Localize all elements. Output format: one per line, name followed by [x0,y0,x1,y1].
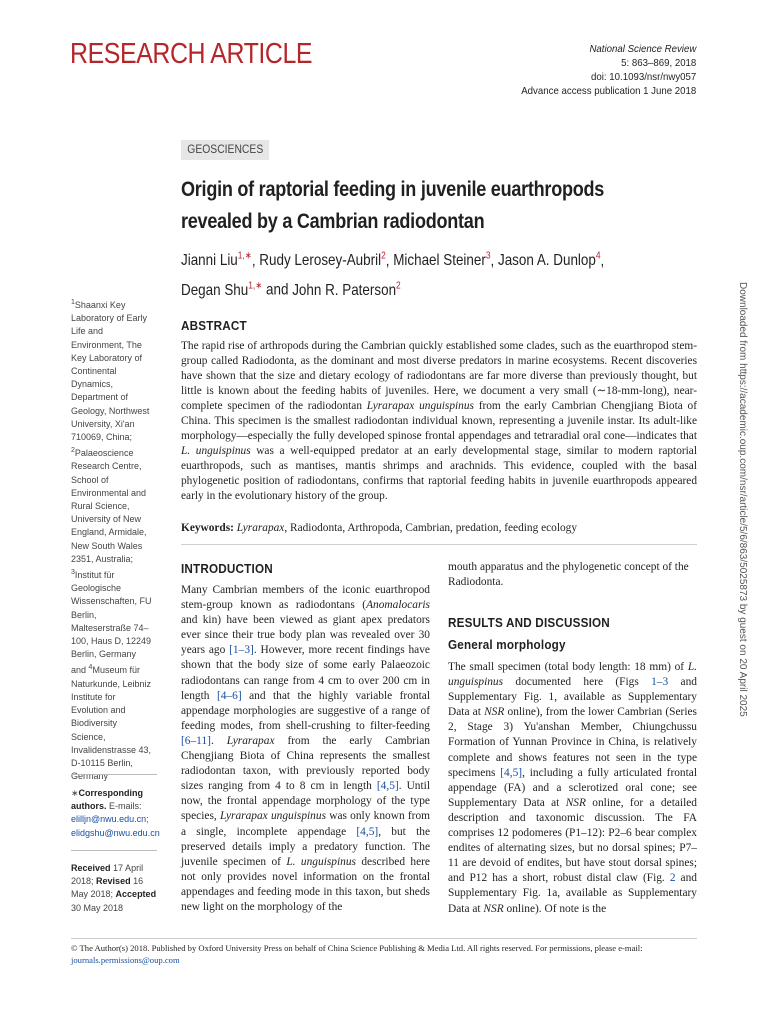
introduction-text: Many Cambrian members of the iconic euarthropod stem-group known as radiodontans (Anomalocaris and kin) have been viewed as giant apex predators ever since their true body plan was revealed over 30 years ago [1–3]. However, more recent findings have shown that the body size of some early Palaeozoic radiodontans can range from 4 cm to over 200 cm in length [4–6] and that the highly variable frontal appendage morphologies are suggestive of a range of feeding modes, from shell-crushing to filter-feeding [6–11]. Lyrarapax from the early Cambrian Chengjiang Biota of China represents the smallest radiodontan taxon, with previously reported body sizes ranging from 4 to 8 cm in length [4,5]. Until now, the frontal appendage morphology of the type species, Lyrarapax unguispinus was only known from a single, incomplete appendage [4,5], but the preserved details imply a predatory function. The juvenile specimen of L. unguispinus described here not only provides novel information on the frontal appendages and feeding mode in this taxon, but sheds new light on the morphology of the [181,584,430,913]
subject-tag: GEOSCIENCES [181,140,270,160]
affiliation: Palaeoscience Research Centre, School of Environmental and Rural Science, University of New England, Armidale, New South Wales 2351, Australia; [71,448,147,564]
title-line: Origin of raptorial feeding in juvenile euarthropods [181,178,605,201]
download-watermark: Downloaded from https://academic.oup.com/nsr/article/5/6/863/5025873 by guest on 20 April 2025 [737,282,748,717]
article-dates: Received 17 April 2018; Revised 16 May 2018; Accepted 30 May 2018 [71,863,157,913]
copyright-footer: © The Author(s) 2018. Published by Oxford University Press on behalf of China Science Publishing & Media Ltd. All rights reserved. For permissions, please e-mail: journals.permissions@oup.com [71,943,643,965]
title-line: revealed by a Cambrian radiodontan [181,210,485,233]
author[interactable]: Michael Steiner$^3$ [393,251,491,270]
article-title [181,174,663,238]
author[interactable]: Degan Shu$^{1,∗}$ [181,280,263,299]
divider [71,774,157,775]
author[interactable]: Jianni Liu$^{1,∗}$ [181,251,252,270]
journal-name: National Science Review [589,43,696,55]
affiliations: $^1$Shaanxi Key Laboratory of Early Life and Environment, The Key Laboratory of Continental Dynamics, Department of Geology, Northwest University, Xi'an 710069, China; $^2$Palaeoscience Research Centre, School of Environmental and Rural Science, University of New England, Armidale, New South Wales 2351, Australia; $^3$Institut für Geologische Wissenschaften, FU Berlin, Malteserstraße 74–100, Haus D, 12249 Berlin, Germany and $^4$Museum für Naturkunde, Leibniz Institute for Evolution and Biodiversity Science, Invalidenstrasse 43, D-10115 Berlin, Germany [71,299,152,782]
divider [181,544,697,545]
citation-link[interactable]: [4–6] [216,689,242,702]
affiliation: Institut für Geologische Wissenschaften, FU Berlin, Malteserstraße 74–100, Haus D, 12249 Berlin, Germany and [71,570,152,676]
access-date: Advance access publication 1 June 2018 [520,85,696,97]
citation-link[interactable]: [6–11] [181,734,211,747]
author[interactable]: John R. Paterson$^2$ [292,280,401,299]
subsection-heading: General morphology [448,637,566,652]
article-type-label: RESEARCH ARTICLE [70,38,313,70]
author[interactable]: Rudy Lerosey-Aubril$^2$ [259,251,386,270]
keywords: Keywords: Lyrarapax, Radiodonta, Arthropoda, Cambrian, predation, feeding ecology [181,522,577,534]
introduction-heading: INTRODUCTION [181,561,273,576]
permissions-email-link[interactable]: journals.permissions@oup.com [71,955,180,965]
doi[interactable]: doi: 10.1093/nsr/nwy057 [590,71,696,83]
abstract-text: The rapid rise of arthropods during the Cambrian quickly established some clades, such as the euarthropod stem-group called Radiodonta, as the dominant and most diverse predators in marine ecosystems. Recent discoveries have shown that the size and dietary ecology of radiodontans are far more diverse than previously thought, but little is known about the feeding habits of juveniles. Here, we document a very small (∼18-mm-long), near-complete specimen of the radiodontan Lyrarapax unguispinus from the early Cambrian Chengjiang Biota of China. This specimen is the smallest radiodontan individual known, representing a juvenile instar. Its adult-like morphology—especially the fully developed spinose frontal appendages and tetraradial oral cone—indicates that L. unguispinus was a well-equipped predator at an early developmental stage, similar to modern raptorial euarthropods, such as mantises, mantis shrimps and arachnids. This evidence, coupled with the basal phylogenetic position of radiodontans, confirms that raptorial feeding habits in juvenile euarthropods appeared early in the evolutionary history of the group. [181,340,697,502]
journal-volume: 5: 863–869, 2018 [620,57,696,69]
author[interactable]: Jason A. Dunlop$^4$ [497,251,601,270]
affiliation: Museum für Naturkunde, Leibniz Institute for Evolution and Biodiversity Science, Invalidenstrasse 43, D-10115 Berlin, Germany [71,665,152,782]
footer-divider [71,938,697,939]
email-link[interactable]: elidgshu@nwu.edu.cn [71,827,160,838]
divider [71,850,157,851]
email-link[interactable]: elilljn@nwu.edu.cn; [71,814,149,825]
author-list: Jianni Liu$^{1,∗}$, Rudy Lerosey-Aubril$^2$, Michael Steiner$^3$, Jason A. Dunlop$^4$, Degan Shu$^{1,∗}$ and John R. Paterson$^2$ [181,251,605,299]
figure-link[interactable]: 2 [669,872,676,885]
corresponding-authors: ∗Corresponding authors. E-mails: elilljn@nwu.edu.cn; elidgshu@nwu.edu.cn [71,788,160,838]
abstract-heading: ABSTRACT [181,318,247,333]
results-heading: RESULTS AND DISCUSSION [448,615,610,630]
journal-info [521,42,696,98]
figure-link[interactable]: 1–3 [651,676,669,689]
introduction-continued: mouth apparatus and the phylogenetic concept of the Radiodonta. [448,561,689,589]
affiliation: Shaanxi Key Laboratory of Early Life and Environment, The Key Laboratory of Continental Dynamics, Department of Geology, Northwest University, Xi'an 710069, China; [71,300,150,443]
citation-link[interactable]: [4,5] [376,780,399,793]
citation-link[interactable]: [4,5] [356,825,379,838]
results-text: The small specimen (total body length: 18 mm) of L. unguispinus documented here (Figs 1–3 and Supplementary Fig. 1, available as Supplementary Data at NSR online), from the lower Cambrian (Series 2, Stage 3) Yu'anshan Member, Chiungchussu Formation of Yunnan Province in China, is relatively complete and shows features not seen in the type specimens [4,5], including a fully articulated frontal appendage (FA) and a sclerotized oral cone; see Supplementary Data at NSR online, for a detailed description and taxonomic discussion. The FA comprises 12 podomeres (P1–12): P2–6 bear complex endites of alternating sizes, but no dorsal spines; P7–11 are devoid of endites, but have stout dorsal spines; and P12 has a short, robust distal claw (Fig. 2 and Supplementary Fig. 1a, available as Supplementary Data at NSR online). Of note is the [448,661,698,915]
citation-link[interactable]: [1–3] [229,644,254,657]
citation-link[interactable]: [4,5] [500,766,523,779]
